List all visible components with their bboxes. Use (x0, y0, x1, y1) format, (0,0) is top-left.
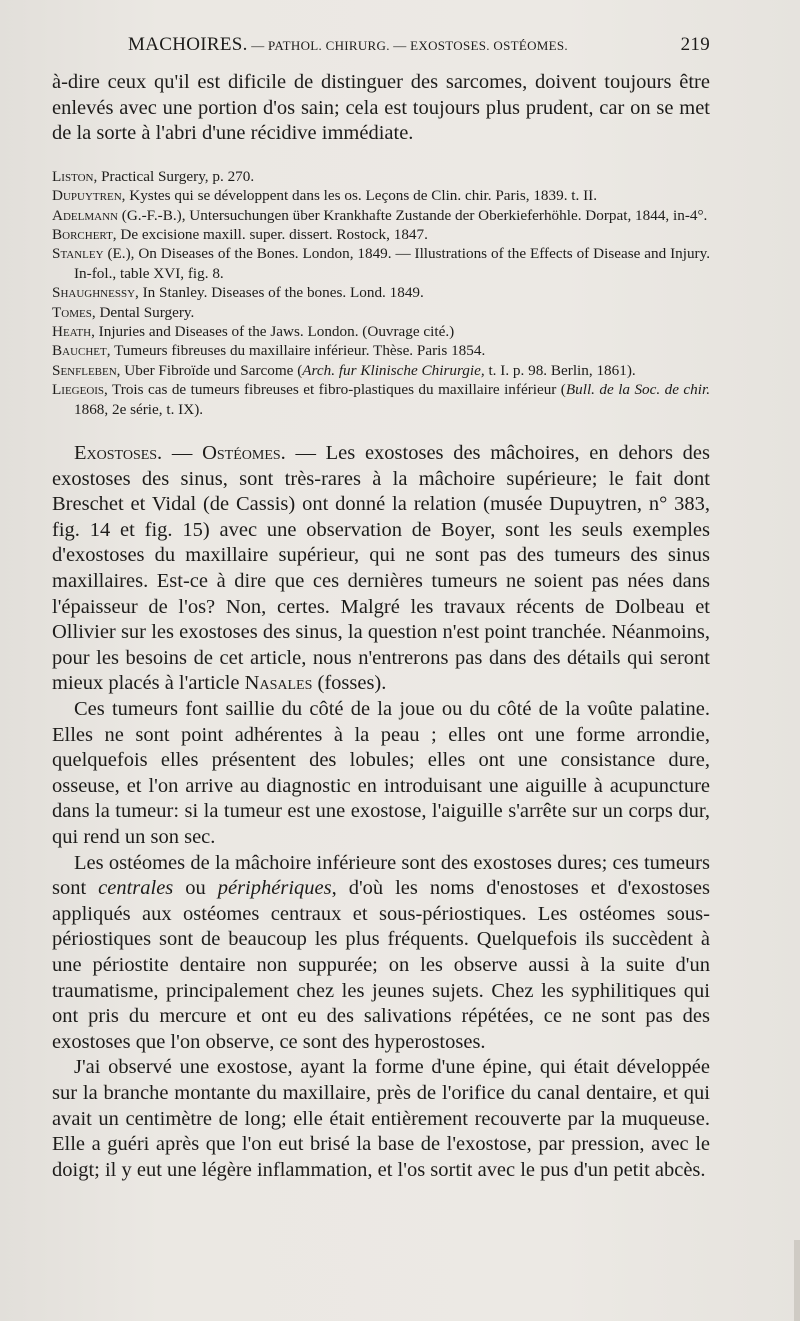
reference-item (52, 225, 710, 244)
section-title: Exostoses. — Ostéomes. (74, 442, 286, 465)
running-head-rest: — PATHOL. CHIRURG. — EXOSTOSES. OSTÉOMES. (247, 38, 568, 53)
page-edge-shadow (794, 1240, 800, 1321)
page-content (52, 70, 710, 1183)
page-header (128, 34, 710, 62)
reference-text: Kystes qui se développent dans les os. Leçons de Clin. chir. Paris, 1839. t. II. (125, 187, 598, 205)
section-paragraph-1 (52, 441, 710, 697)
reference-author: Liegeois, (52, 381, 108, 399)
reference-author: Stanley (52, 245, 104, 263)
reference-journal: Bull. de la Soc. de chir. (565, 381, 710, 399)
reference-item (52, 283, 710, 302)
reference-item (52, 186, 710, 205)
reference-text: Practical Surgery, p. 270. (97, 167, 255, 185)
page-number: 219 (680, 34, 710, 55)
running-head-main: MACHOIRES. (128, 34, 248, 55)
bibliography (52, 167, 710, 419)
reference-author: Adelmann (52, 206, 118, 224)
reference-text: In Stanley. Diseases of the bones. Lond. 1849. (138, 284, 424, 302)
paragraph-text: , d'où les noms d'enostoses et d'exostoses appliqués aux ostéomes centraux et sous-périostiques. Les ostéomes sous-périostiques sont de beaucoup les plus fréquents. Quelquefois ils succèdent à une périostite dentaire non suppurée; on les observe aussi à la suite d'un traumatisme, principalement chez les jeunes sujets. Chez les syphilitiques qui ont pris du mercure et ont eu des salivations répétées, ce ne sont pas des exostoses que l'on observe, ce sont des hyperostoses. (52, 877, 710, 1053)
reference-item (52, 244, 710, 283)
reference-author: Dupuytren, (52, 187, 126, 205)
reference-item (52, 322, 710, 341)
reference-item (52, 380, 710, 419)
emphasis-term: centrales (98, 877, 174, 900)
reference-text: De excisione maxill. super. dissert. Rostock, 1847. (116, 226, 428, 243)
reference-text: (G.-F.-B.), Untersuchungen über Krankhafte Zustande der Oberkieferhöhle. Dorpat, 1844, in-4°. (117, 206, 708, 224)
reference-author: Liston, (52, 167, 98, 185)
cross-reference: Nasales (244, 672, 313, 695)
reference-author: Tomes, (52, 303, 96, 321)
paragraph-text: Les ostéomes de la mâchoire inférieure sont des exostoses dures; ces tumeurs sont (52, 851, 710, 900)
emphasis-term: périphériques (217, 877, 332, 900)
reference-text-end: t. I. p. 98. Berlin, 1861). (484, 361, 636, 379)
reference-text: Dental Surgery. (95, 303, 195, 321)
reference-author: Shaughnessy, (52, 284, 139, 302)
opening-paragraph: à-dire ceux qu'il est dificile de distinguer des sarcomes, doivent toujours être enlevés avec une portion d'os sain; cela est toujours plus prudent, car on se met de la sorte à l'abri d'une récidive immédiate. (52, 71, 710, 145)
paragraph-text: ou (173, 877, 218, 900)
reference-item (52, 206, 710, 225)
reference-author: Heath, (52, 323, 95, 341)
reference-item (52, 303, 710, 322)
reference-text: Injuries and Diseases of the Jaws. London. (Ouvrage cité.) (94, 323, 455, 341)
reference-author: Borchert, (52, 226, 117, 243)
paragraph-text-end: (fosses). (312, 672, 387, 695)
reference-text: Uber Fibroïde und Sarcome ( (120, 361, 303, 379)
section-paragraph-4: J'ai observé une exostose, ayant la forme d'une épine, qui était développée sur la branche montante du maxillaire, près de l'orifice du canal dentaire, et qui avait un centimètre de long; elle était entièrement recouverte par la muqueuse. Elle a guéri après que l'on eut brisé la base de l'exostose, par pression, avec le doigt; il y eut une légère inflammation, et l'os sortit avec le pus d'un petit abcès. (52, 1056, 710, 1181)
reference-text: Trois cas de tumeurs fibreuses et fibro-plastiques du maxillaire inférieur ( (107, 381, 566, 399)
reference-journal: Arch. fur Klinische Chirurgie, (302, 361, 485, 379)
section-paragraph-2: Ces tumeurs font saillie du côté de la joue ou du côté de la voûte palatine. Elles ne sont point adhérentes à la peau ; elles ont une forme arrondie, quelquefois elles présentent des lobules; elles ont une consistance dure, osseuse, et l'on arrive au diagnostic en introduisant une aiguille à acupuncture dans la tumeur: si la tumeur est une exostose, l'aiguille s'arrête sur un corps dur, qui rend un son sec. (52, 698, 710, 848)
section-exostoses (52, 441, 710, 1183)
reference-text-end: 1868, 2e série, t. IX). (74, 400, 204, 418)
reference-text: Tumeurs fibreuses du maxillaire inférieur. Thèse. Paris 1854. (110, 342, 486, 360)
paragraph-text: — Les exostoses des mâchoires, en dehors des exostoses des sinus, sont très-rares à la mâchoire supérieure; le fait dont Breschet et Vidal (de Cassis) ont donné la relation (musée Dupuytren, n° 383, fig. 14 et fig. 15) avec une observation de Boyer, sont les seuls exemples d'exostoses du maxillaire supérieur, qui ne sont pas des tumeurs des sinus maxillaires. Est-ce à dire que ces dernières tumeurs ne soient pas nées dans l'épaisseur de l'os? Non, certes. Malgré les travaux récents de Dolbeau et Ollivier sur les exostoses des sinus, la question n'est point tranchée. Néanmoins, pour les besoins de cet article, nous n'entrerons pas dans des détails qui seront mieux placés à l'article (52, 442, 710, 695)
reference-author: Bauchet, (52, 342, 111, 360)
section-paragraph-3 (52, 851, 710, 1056)
reference-text: (E.), On Diseases of the Bones. London, 1849. — Illustrations of the Effects of Disease and Injury. In-fol., table XVI, fig. 8. (74, 245, 710, 282)
reference-author: Senfleben, (52, 361, 121, 379)
reference-item (52, 361, 710, 380)
running-head (128, 34, 568, 56)
reference-item (52, 167, 710, 186)
reference-item (52, 341, 710, 360)
